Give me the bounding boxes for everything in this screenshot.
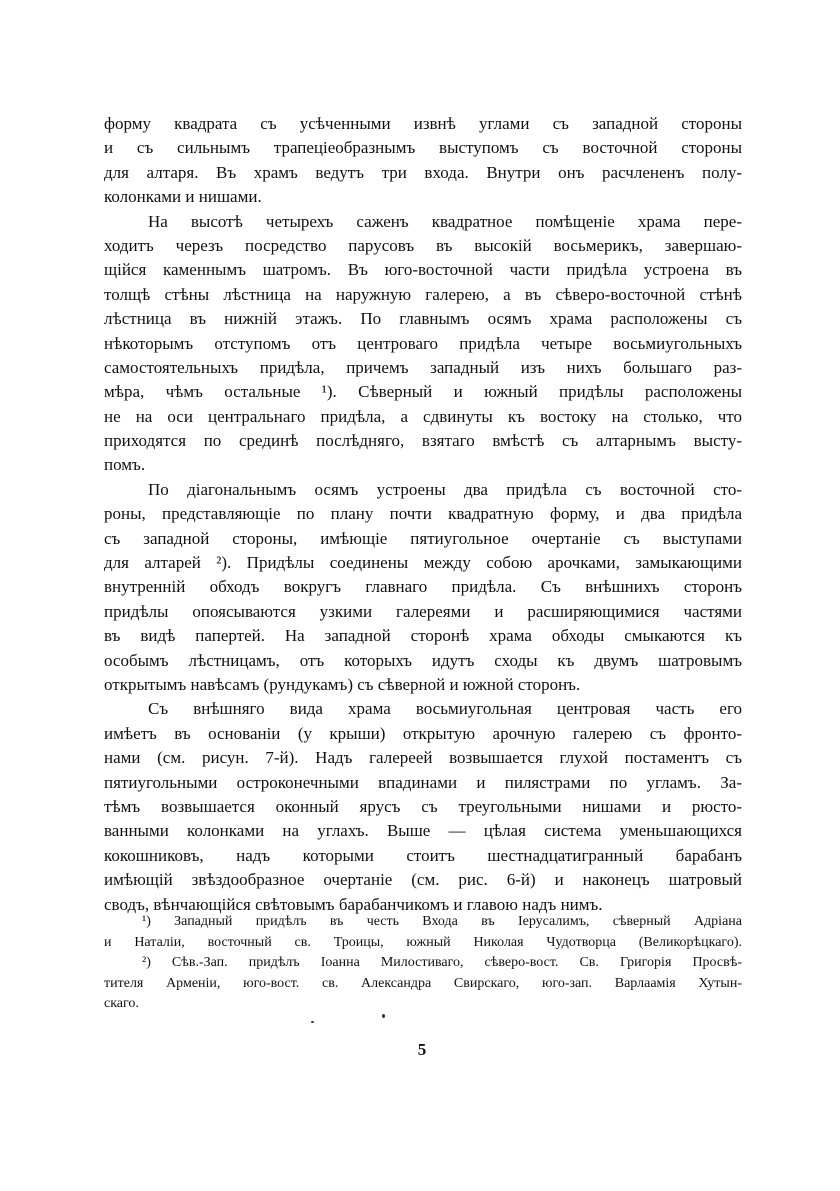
footnote-line: тителя Арменiи, юго-вост. св. Александра Свирскаго, юго-зап. Варлаамiя Хутын- <box>104 975 742 991</box>
text-line: приходятся по срединѣ послѣдняго, взятаго вмѣстѣ съ алтарнымъ высту- <box>104 431 742 451</box>
text-line: мѣра, чѣмъ остальные ¹). Сѣверный и южный придѣлы расположены <box>104 382 742 402</box>
page-number: 5 <box>417 1040 427 1059</box>
text-line: ванными колонками на углахъ. Выше — цѣлая система уменьшающихся <box>104 821 742 841</box>
text-line: лѣстница въ нижнiй этажъ. По главнымъ осямъ храма расположены съ <box>104 309 742 329</box>
text-line: имѣетъ въ основанiи (у крыши) открытую арочную галерею съ фронто- <box>104 723 742 743</box>
text-line: въ видѣ папертей. На западной сторонѣ храма обходы смыкаются къ <box>104 626 742 646</box>
text-line: ходитъ черезъ посредство парусовъ въ высокiй восьмерикъ, завершаю- <box>104 235 742 255</box>
text-line: не на оси центральнаго придѣла, а сдвинуты къ востоку на столько, что <box>104 406 742 426</box>
text-line: На высотѣ четырехъ саженъ квадратное помѣщенiе храма пере- <box>148 211 742 231</box>
text-line: роны, представляющiе по плану почти квадратную форму, и два придѣла <box>104 504 742 524</box>
footnote-line: ¹) Западный придѣлъ въ честь Входа въ Iерусалимъ, сѣверный Адрiана <box>142 914 742 929</box>
text-line: помъ. <box>104 455 146 475</box>
text-line: пятиугольными остроконечными впадинами и пилястрами по угламъ. За- <box>104 772 742 792</box>
text-line: съ западной стороны, имѣющiе пятиугольное очертанiе съ выступами <box>104 528 742 548</box>
text-line: толщѣ стѣны лѣстница на наружную галерею, а въ сѣверо-восточной стѣнѣ <box>104 284 742 304</box>
text-line: внутреннiй обходъ вокругъ главнаго придѣла. Съ внѣшнихъ сторонъ <box>104 577 742 597</box>
footnote-line: скаго. <box>104 996 139 1012</box>
print-speck <box>311 1021 314 1023</box>
text-line: кокошниковъ, надъ которыми стоитъ шестнадцатигранный барабанъ <box>104 845 742 865</box>
text-line: придѣлы опоясываются узкими галереями и расширяющимися частями <box>104 601 742 621</box>
footnote-line: и Наталiи, восточный св. Троицы, южный Николая Чудотворца (Великорѣцкаго). <box>104 934 742 950</box>
text-line: нами (см. рисун. 7-й). Надъ галереей возвышается глухой постаментъ съ <box>104 748 742 768</box>
footnote-line: ²) Сѣв.-Зап. придѣлъ Iоанна Милостиваго, сѣверо-вост. Св. Григорiя Просвѣ- <box>142 955 742 971</box>
text-line: щiйся каменнымъ шатромъ. Въ юго-восточной части придѣла устроена въ <box>104 260 742 280</box>
text-line: имѣющiй звѣздообразное очертанiе (см. рис. 6-й) и наконецъ шатровый <box>104 870 742 890</box>
text-line: и съ сильнымъ трапецiеобразнымъ выступомъ съ восточной стороны <box>104 138 742 158</box>
print-speck <box>382 1014 385 1018</box>
text-line: колонками и нишами. <box>104 187 262 207</box>
text-line: тѣмъ возвышается оконный ярусъ съ треугольными нишами и рюсто- <box>104 796 742 816</box>
text-line: форму квадрата съ усѣченными извнѣ углами съ западной стороны <box>104 114 742 133</box>
main-text <box>104 112 742 917</box>
text-line: для алтаря. Въ храмъ ведутъ три входа. Внутри онъ расчлененъ полу- <box>104 162 742 182</box>
text-line: Съ внѣшняго вида храма восьмиугольная центровая часть его <box>148 699 742 719</box>
text-line: самостоятельныхъ придѣла, причемъ западный изъ нихъ большаго раз- <box>104 357 742 377</box>
text-line: особымъ лѣстницамъ, отъ которыхъ идутъ сходы къ двумъ шатровымъ <box>104 650 742 670</box>
text-line: открытымъ навѣсамъ (рундукамъ) съ сѣверной и южной сторонъ. <box>104 674 581 694</box>
text-line: нѣкоторымъ отступомъ отъ центроваго придѣла четыре восьмиугольныхъ <box>104 333 742 353</box>
text-line: По дiагональнымъ осямъ устроены два придѣла съ восточной сто- <box>148 479 742 499</box>
footnotes <box>104 912 742 1015</box>
text-line: для алтарей ²). Придѣлы соединены между собою арочками, замыкающими <box>104 553 742 573</box>
text-line: сводъ, вѣнчающiйся свѣтовымъ барабанчикомъ и главою надъ нимъ. <box>104 894 603 914</box>
